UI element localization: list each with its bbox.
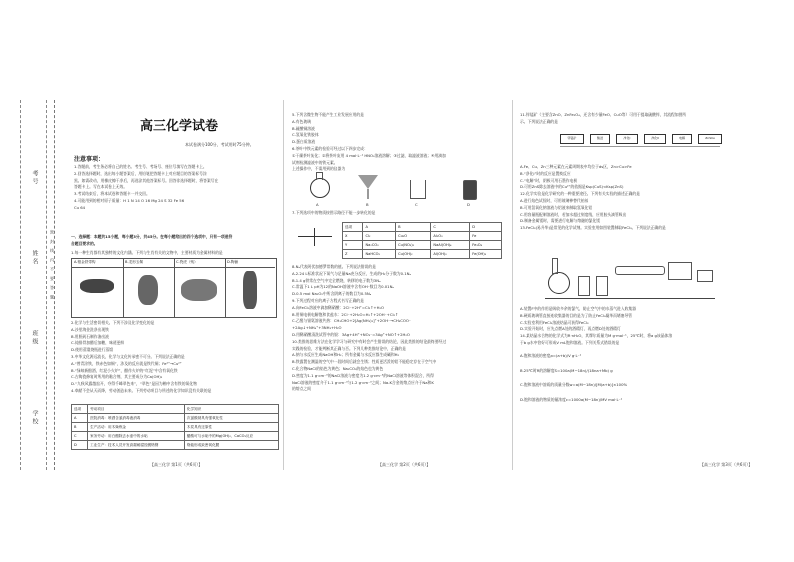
question-text: 于b g水中恰好可形成V mL饱和溶液。下列关系式错误的是 <box>520 339 620 345</box>
table-header-cell: B <box>396 223 431 232</box>
wash-bottle-icon <box>578 276 590 296</box>
option-text: C.用容量瓶配制溶液时，若加水超过刻度线，应用胶头滴管吸出 <box>520 211 627 217</box>
option-text: C.饱和溶液中溶质的质量分数w=a(M−18n)/[M(a+b)]×100% <box>520 382 628 388</box>
option-text: D.制备金属镁时，需要进行电解与熔融的氯化镁 <box>520 218 601 224</box>
questions-8-10 <box>292 264 508 393</box>
table-header-cell: C <box>431 223 470 232</box>
funnel-icon <box>358 175 378 189</box>
apparatus-label: B <box>366 202 369 207</box>
option-text: C.化合物NaCl的焰色为黄色；Na₂CO₃的焰色也为黄色 <box>292 365 384 371</box>
table-header-cell: D <box>470 223 502 232</box>
flow-box: 电解 <box>672 134 692 144</box>
table-cell: NaHCO₃ <box>363 250 396 259</box>
table-cell: Cu(NO₃)₂ <box>396 241 431 250</box>
table-cell: Fe <box>470 232 502 241</box>
table-cell: B <box>72 423 88 432</box>
image-option-a <box>72 259 124 317</box>
question-7 <box>292 210 508 217</box>
table-cell: Z <box>343 250 363 259</box>
table-cell: 木炭具有还原性 <box>184 423 278 432</box>
flow-box: ZnSO₄ <box>698 134 722 144</box>
generator-flask-icon <box>548 272 570 294</box>
question-text: 11.锌锰矿（主要含ZnO、ZnFe₂O₄，还含有少量FeO、CuO等）可用于提取硫酸锌，其流程如图所 <box>520 112 687 117</box>
note-line: 2.回答选择题时，选出每小题答案后，用铅笔把答题卡上对应题目的答案标号涂 <box>74 170 207 176</box>
image-caption: B.龙形玉佩 <box>123 259 174 268</box>
option-text: 的熔点之间 <box>292 386 311 392</box>
option-text: A.装置F中的作用是吸收多余的氯气，防止空气中的水蒸气进入收集器 <box>520 306 637 311</box>
table-header-cell: 劳动项目 <box>88 405 185 414</box>
table-header-row <box>343 223 502 232</box>
question-text: 7.下列选项中的物质按图示路径不能一步转化的是 <box>292 210 376 215</box>
table-row <box>72 432 279 441</box>
exam-subtitle: 本试卷满分100分，考试用时75分钟。 <box>185 142 254 147</box>
option-text: D.饱和溶液的物质的量浓度c=1000a(M−18n)/MV mol·L⁻¹ <box>520 397 623 403</box>
option-text: B.用铜电极电解饱和食盐水：2Cl⁻+2H₂O=H₂↑+2OH⁻+Cl₂↑ <box>292 311 399 317</box>
option-text: A.“曾青涂铁，铁赤色如铜”，涉及的反应就是铁代铜；Fe²⁺→Cu²⁺ <box>71 360 182 366</box>
option-text: B.硫酸铜溶液 <box>292 125 315 131</box>
option-text: C.炖排骨加醋后加糖，味道更鲜 <box>71 340 125 346</box>
crucible-icon <box>463 180 477 200</box>
table-header-cell: 化学知识 <box>184 405 278 414</box>
conversion-diagram <box>296 226 334 250</box>
option-text: A.饱和溶液的密度ρ=(a+b)/V g·L⁻¹ <box>520 352 582 358</box>
table-row <box>343 241 502 250</box>
column-divider-2 <box>512 100 513 470</box>
bench-line <box>545 298 715 299</box>
flow-box: 酸浸 <box>590 134 610 144</box>
image-option-d <box>225 259 275 317</box>
question-text: ①干燥茶叶灰化；②将茶叶灰用 4 mol·L⁻¹ HNO₃溶液溶解；③过滤，取滤液溶液；④用滴加 <box>292 152 446 158</box>
flask-neck-icon <box>316 172 323 180</box>
option-text: B.铁露置在潮湿的空气中一段时间后就会生锈；性质更活泼的铝不能稳定存在于空气中 <box>292 359 437 365</box>
question-text: 2.化学与生活密切相关。下列不涉及化学变化的是 <box>71 320 155 325</box>
question-text: 示。下列说法正确的是 <box>520 118 558 124</box>
page-footer-1: 【高三化学 第1页（共6页）】 <box>150 462 203 467</box>
question-text: 试剂检测滤液中的铁元素。 <box>292 159 338 165</box>
option-text: C.实验室利用FeCl₂溶液结晶可获得FeCl₃ <box>520 319 589 325</box>
table-header-row <box>72 405 279 414</box>
note-line: 3.考试结束后，将本试卷和答题卡一并交回。 <box>74 191 150 197</box>
question-7-table <box>342 222 502 259</box>
question-text: 上述操作中，不需用到的仪器为 <box>292 166 346 172</box>
table-cell: Na₂CO₃ <box>363 241 396 250</box>
table-cell: 次氯酸钠具有强氧化性 <box>184 414 278 423</box>
glass-tube-icon <box>615 266 665 275</box>
questions-2-4 <box>71 320 279 395</box>
option-text: NaCl溶液的密度介于1.1 g·cm⁻³与1.2 g·cm⁻³之间；Na-K合金的熔点应介于Na和K <box>292 379 434 385</box>
option-text: A.向FeCl₂溶液中滴加稀硝酸：2Cl⁻+2H⁺=Cl₂↑+H₂O <box>292 304 384 310</box>
table-cell: 醋酸可与水垢中的Mg(OH)₂、CaCO₃反应 <box>184 432 278 441</box>
question-text: 6.茶叶中铁元素的检验可经过以下四步完成： <box>292 145 368 151</box>
question-text: 10.类推的思维方法在化学学习与研究中有时会产生错误的结论，因此类推的结论最终要经过 <box>292 338 447 344</box>
table-cell: Fe₃O₄ <box>470 241 502 250</box>
image-option-b <box>123 259 175 317</box>
table-cell: Cu(OH)₂ <box>396 250 431 259</box>
table-cell: NaAl(OH)₄ <box>431 241 470 250</box>
bronze-hook-image <box>80 279 114 293</box>
image-caption: D.陶俑 <box>225 259 275 268</box>
question-text: 实践的检验，才能判断其正确与否。下列几种类推结论中，正确的是 <box>292 345 406 351</box>
question-text: 5.下列含微生物不能产生工业发展应用的是 <box>292 112 364 117</box>
flow-box: 锌锰矿 <box>560 134 584 144</box>
questions-11-12 <box>520 164 730 232</box>
binding-label-id: 考号 <box>31 170 38 186</box>
page-footer-2: 【高三化学 第2页（共6页）】 <box>378 462 431 467</box>
option-text: D.实验开始时，应先点燃A处的酒精灯，再点燃D处的酒精灯 <box>520 326 621 332</box>
option-text: A.钠与水反应生成NaOH和H₂；所有金属与水反应都生成碱和H₂ <box>292 352 400 358</box>
table-header-cell: 选项 <box>343 223 363 232</box>
beaker-icon <box>410 180 426 199</box>
page-footer-3: 【高三化学 第3页（共6页）】 <box>700 462 753 467</box>
note-line: 黑。如需改动，用橡皮擦干净后，再选涂其他答案标号。回答非选择题时，将答案写在 <box>74 177 219 183</box>
absorber-icon <box>697 270 713 282</box>
option-text: D.蛋白质溶液 <box>292 139 316 145</box>
section1-heading-line: 一、选择题：本题共15小题，每小题3分，共45分。在每小题给出的四个选项中，只有一项是符 <box>71 234 233 239</box>
question-text: 1.每一种生肖都有其独特的文化内涵。下列与生肖有关的文物中，主要材质为金属材料的是 <box>71 250 223 255</box>
table-row <box>72 423 279 432</box>
option-text: D.使用蒸馏烧瓶进行蒸馏 <box>71 347 114 353</box>
binding-label-school: 学校 <box>31 410 38 426</box>
option-text: A.有色玻璃 <box>292 118 311 124</box>
image-caption: A.错金铁带钩 <box>72 259 123 268</box>
funnel-stem-icon <box>367 189 369 199</box>
option-text: B.25℃时R的溶解度S=100a(M−18n)/(18na+Mb) g <box>520 367 613 373</box>
option-text: B.硬质玻璃管直接连收集器的目的是为了防止FeCl₃凝华而堵塞导管 <box>520 312 633 318</box>
porcelain-tiger-image <box>181 279 217 301</box>
dropping-funnel-icon <box>552 258 558 274</box>
question-11-stem <box>520 112 730 126</box>
table-cell: D <box>72 441 88 450</box>
column-divider-1 <box>283 100 284 470</box>
binding-line-right <box>46 100 47 470</box>
jade-dragon-image <box>138 275 158 305</box>
option-text: B.可用氢氧化钠溶液与铝液来制取氢氧化铝 <box>520 204 593 210</box>
flow-box: 净化Ⅱ <box>644 134 666 144</box>
table-row <box>343 232 502 241</box>
questions-5-6 <box>292 112 508 173</box>
option-text: D.可用ZnS除去溶液中的Cu²⁺的依据是Ksp(CuS)<Ksp(ZnS) <box>520 184 624 190</box>
option-text: C.乙醛与银氨溶液共热：CH₃CHO+2[Ag(NH₃)₂]⁺+2OH⁻→CH₃COO⁻ <box>292 318 411 324</box>
table-cell: 铬能形成致密氧化膜 <box>184 441 278 450</box>
table-cell: Cu₂O <box>396 232 431 241</box>
conversion-arrow <box>298 236 332 237</box>
note-line: Cu 64 <box>74 204 86 210</box>
apparatus-label: C <box>415 202 418 207</box>
table-cell: Cl₂ <box>363 232 396 241</box>
option-text: C.古陶瓷修复时所用的黏合剂，其主要成分为Ca(OH)₂ <box>71 374 163 380</box>
note-line: 1.答题前，考生务必将自己的姓名、考生号、考场号、座位号填写在答题卡上。 <box>74 164 207 169</box>
table-row <box>72 441 279 450</box>
table-cell: Fe(OH)₃ <box>470 250 502 259</box>
option-text: B.1.4 g铁常在空气中完全燃烧，转移的电子数为3Nₐ <box>292 277 381 283</box>
option-text: D.“九秋风露越窑开，夺得千峰翠色来”，“翠色”是因为釉中含有铁的氧化物 <box>71 381 197 387</box>
exam-title: 高三化学试卷 <box>140 119 219 134</box>
table-cell: C <box>72 432 88 441</box>
table-cell: 家务劳动：用白醋除去水壶中的水垢 <box>88 432 185 441</box>
table-cell: X <box>343 232 363 241</box>
option-text: B.“净化Ⅰ”时的反应是置换反应 <box>520 170 571 176</box>
section1-heading-line2: 合题目要求的。 <box>71 240 98 246</box>
question-1 <box>71 250 279 257</box>
question-4-table <box>71 404 279 450</box>
option-text: D.用稀硝酸清洗试管中的银：3Ag+4H⁺+NO₃⁻=3Ag⁺+NO↑+2H₂O <box>292 331 410 337</box>
dry-bottle-icon <box>596 276 608 296</box>
question-text: 13.FeCl₃(易升华)是常见的化学试剂。实验室用如图装置制取FeCl₃。下列说法正确的是 <box>520 225 666 231</box>
note-line: 答题卡上。写在本试卷上无效。 <box>74 184 128 190</box>
option-text: D.0.5 mol Na₂O₂中所含阴离子的数目为0.5Nₐ <box>292 291 372 297</box>
option-text: C.氢氧化铁胶体 <box>292 132 319 138</box>
question-1-images <box>71 258 277 318</box>
table-cell: Al₂O₃ <box>431 232 470 241</box>
option-text: A.进行焰色试验时，可用玻璃棒替代铂丝 <box>520 197 589 203</box>
pottery-figure-image <box>243 271 257 309</box>
image-caption: C.瓷虎（残） <box>174 259 225 268</box>
table-header-cell: 选项 <box>72 405 88 414</box>
binding-line-left <box>20 100 21 470</box>
table-cell: Al(OH)₃ <box>431 250 470 259</box>
question-text: 4.奉献不会从天而降，劳动创造未来。下列劳动项目与所述的化学知识没有关联的是 <box>71 387 212 393</box>
flask-icon <box>310 178 330 198</box>
table-row <box>343 250 502 259</box>
note-line: 4.可能用到的相对原子质量：H 1 N 14 O 16 Mg 24 S 32 Fe 56 <box>74 197 185 203</box>
image-option-c <box>174 259 226 317</box>
table-row <box>72 414 279 423</box>
binding-label-name: 姓名 <box>31 250 38 266</box>
conversion-arrow-vertical <box>314 228 315 246</box>
table-cell: 医院消毒：喷洒含氯消毒液消毒 <box>88 414 185 423</box>
question-text: 14.某结晶水合物的化学式为R·nH₂O，其摩尔质量为M g·mol⁻¹，25℃时，将a g该晶体溶 <box>520 333 673 339</box>
option-text: C.常温下1 L pH为12的NaOH溶液中含有OH⁻数目为0.01Nₐ <box>292 284 394 290</box>
notes-heading: 注意事项： <box>74 156 105 163</box>
notes-block <box>74 164 280 212</box>
question-text: 12.化学实验是化学研究的一种重要途径。下列有关实验的描述正确的是 <box>520 191 640 197</box>
binding-label-class: 班级 <box>31 330 38 346</box>
option-text: A.Fe、Cu、Zn三种元素在元素周期表中均位于ds区，Zn>Cu>Fe <box>520 164 632 169</box>
question-text: 3.中华文化源远流长，化学与文化传承密不可分。下列说法正确的是 <box>71 353 185 359</box>
option-text: C.“电解”时，阴极可用石墨作电极 <box>520 177 578 183</box>
flow-box: 净化Ⅰ <box>616 134 638 144</box>
flow-connector <box>560 146 720 161</box>
option-text: D.密度为1.1 g·cm⁻³的NaCl溶液与密度为1.2 g·cm⁻³的NaCl溶液等体积混合，所得 <box>292 372 434 378</box>
question-text: 8.Nₐ代表阿伏加德罗常数的值。下列说法错误的是 <box>292 264 376 269</box>
option-text: +2Ag↓+NH₄⁺+3NH₃+H₂O <box>292 325 342 331</box>
option-text: A.沙里淘金洗净出现铁 <box>71 326 109 332</box>
table-header-cell: A <box>363 223 396 232</box>
option-text: B.“绿蚁新醅酒，红泥小火炉”，醋作火炉的“红泥”中含有氧化铁 <box>71 367 178 373</box>
apparatus-label: A <box>316 202 319 207</box>
binding-seal-text: 密 封 线 内 不 要 答 题 <box>50 230 55 301</box>
table-cell: 生产活动：用木柴炼金 <box>88 423 185 432</box>
question-text: 9.下列过程对应的离子方程式书写正确的是 <box>292 297 364 303</box>
questions-13-14 <box>520 306 730 404</box>
table-cell: Y <box>343 241 363 250</box>
option-text: B.用胆矾石制作渗出液 <box>71 333 109 339</box>
option-text: A.2.24 L标准状况下氧气与足量Na充分反应，生成的H₂分子数为0.1Nₐ <box>292 270 411 276</box>
table-cell: A <box>72 414 88 423</box>
collector-icon <box>668 262 692 280</box>
table-cell: 工业生产：技术人员开发高端耐腐蚀镀铬钢 <box>88 441 185 450</box>
apparatus-label: D <box>467 202 470 207</box>
section1-heading <box>71 234 279 248</box>
